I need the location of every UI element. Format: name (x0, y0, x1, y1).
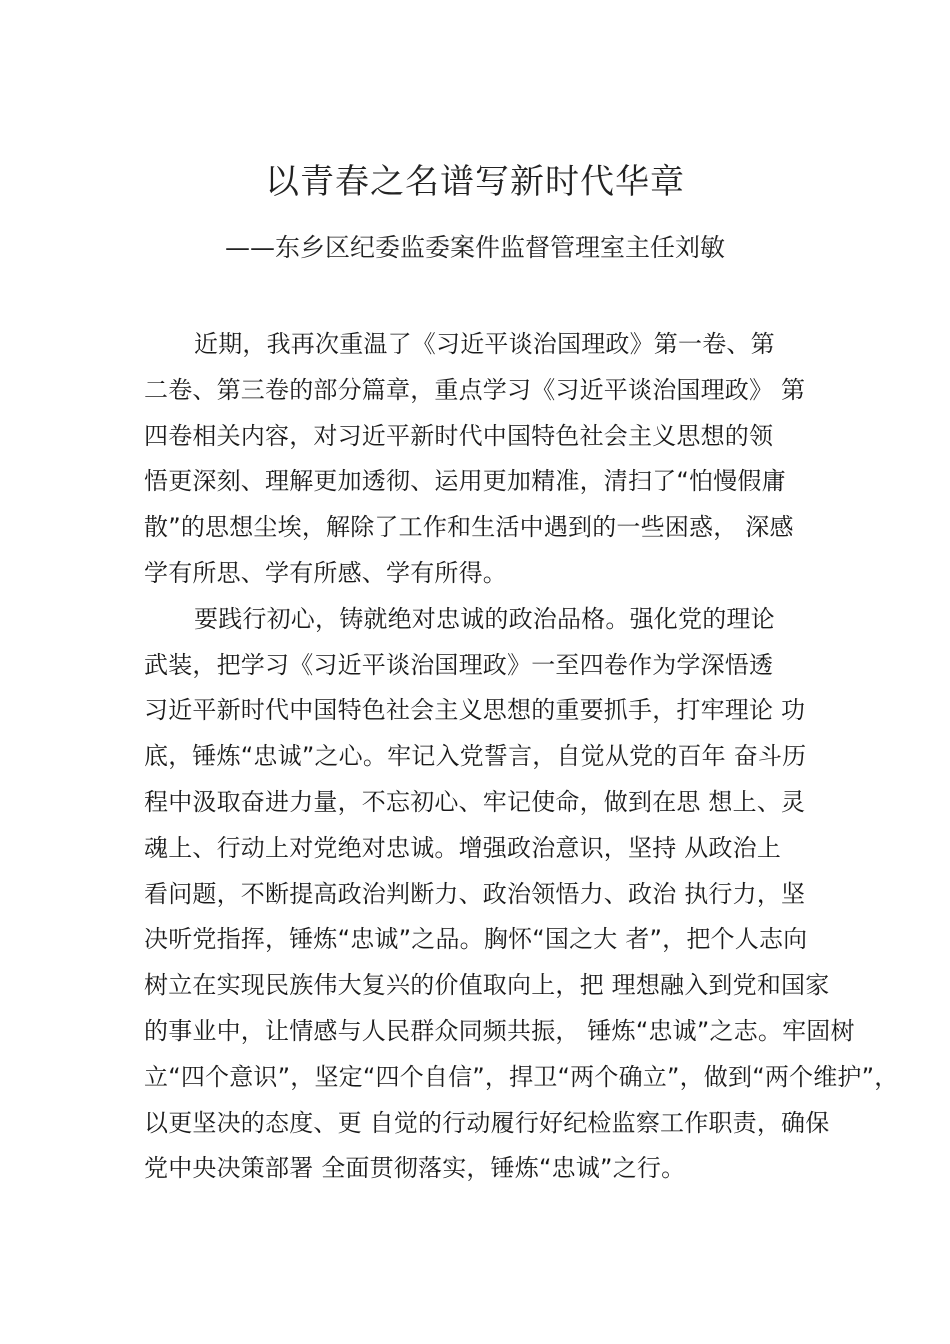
paragraph-line: 立“四个意识”，坚定“四个自信”，捍卫“两个确立”，做到“两个维护”， (144, 1062, 899, 1091)
paragraph-line: 决听党指挥，锤炼“忠诚”之品。胸怀“国之大 者”，把个人志向 (144, 925, 808, 954)
paragraph-line: 看问题，不断提高政治判断力、政治领悟力、政治 执行力，坚 (144, 879, 806, 908)
paragraph-line: 四卷相关内容，对习近平新时代中国特色社会主义思想的领 (144, 421, 774, 450)
paragraph-line: 散”的思想尘埃，解除了工作和生活中遇到的一些困惑， 深感 (144, 513, 794, 542)
paragraph-line: 学有所思、学有所感、学有所得。 (144, 558, 507, 587)
paragraph-line: 程中汲取奋进力量，不忘初心、牢记使命，做到在思 想上、灵 (144, 787, 806, 816)
paragraph-line: 以更坚决的态度、更 自觉的行动履行好纪检监察工作职责，确保 (144, 1108, 830, 1137)
document-title: 以青春之名谱写新时代华章 (265, 162, 685, 202)
paragraph-line: 党中央决策部署 全面贯彻落实，锤炼“忠诚”之行。 (144, 1154, 686, 1183)
paragraph-line: 底，锤炼“忠诚”之心。牢记入党誓言，自觉从党的百年 奋斗历 (144, 742, 807, 771)
paragraph-line: 悟更深刻、理解更加透彻、运用更加精准，清扫了“怕慢假庸 (144, 467, 786, 496)
document-body (144, 322, 899, 1192)
paragraph-2 (144, 597, 899, 1192)
paragraph-line: 习近平新时代中国特色社会主义思想的重要抓手，打牢理论 功 (144, 696, 806, 725)
paragraph-line: 近期，我再次重温了《习近平谈治国理政》第一卷、第 (194, 330, 775, 358)
paragraph-line: 的事业中，让情感与人民群众同频共振， 锤炼“忠诚”之志。牢固树 (144, 1016, 855, 1045)
paragraph-1 (144, 322, 834, 597)
document-subtitle: ——东乡区纪委监委案件监督管理室主任刘敏 (224, 233, 725, 262)
paragraph-line: 魂上、行动上对党绝对忠诚。增强政治意识，坚持 从政治上 (144, 833, 782, 862)
paragraph-line: 二卷、第三卷的部分篇章，重点学习《习近平谈治国理政》 第 (144, 375, 806, 404)
paragraph-line: 武装，把学习《习近平谈治国理政》一至四卷作为学深悟透 (144, 650, 774, 679)
paragraph-line: 要践行初心，铸就绝对忠诚的政治品格。强化党的理论 (194, 604, 775, 633)
paragraph-line: 树立在实现民族伟大复兴的价值取向上，把 理想融入到党和国家 (144, 971, 830, 1000)
